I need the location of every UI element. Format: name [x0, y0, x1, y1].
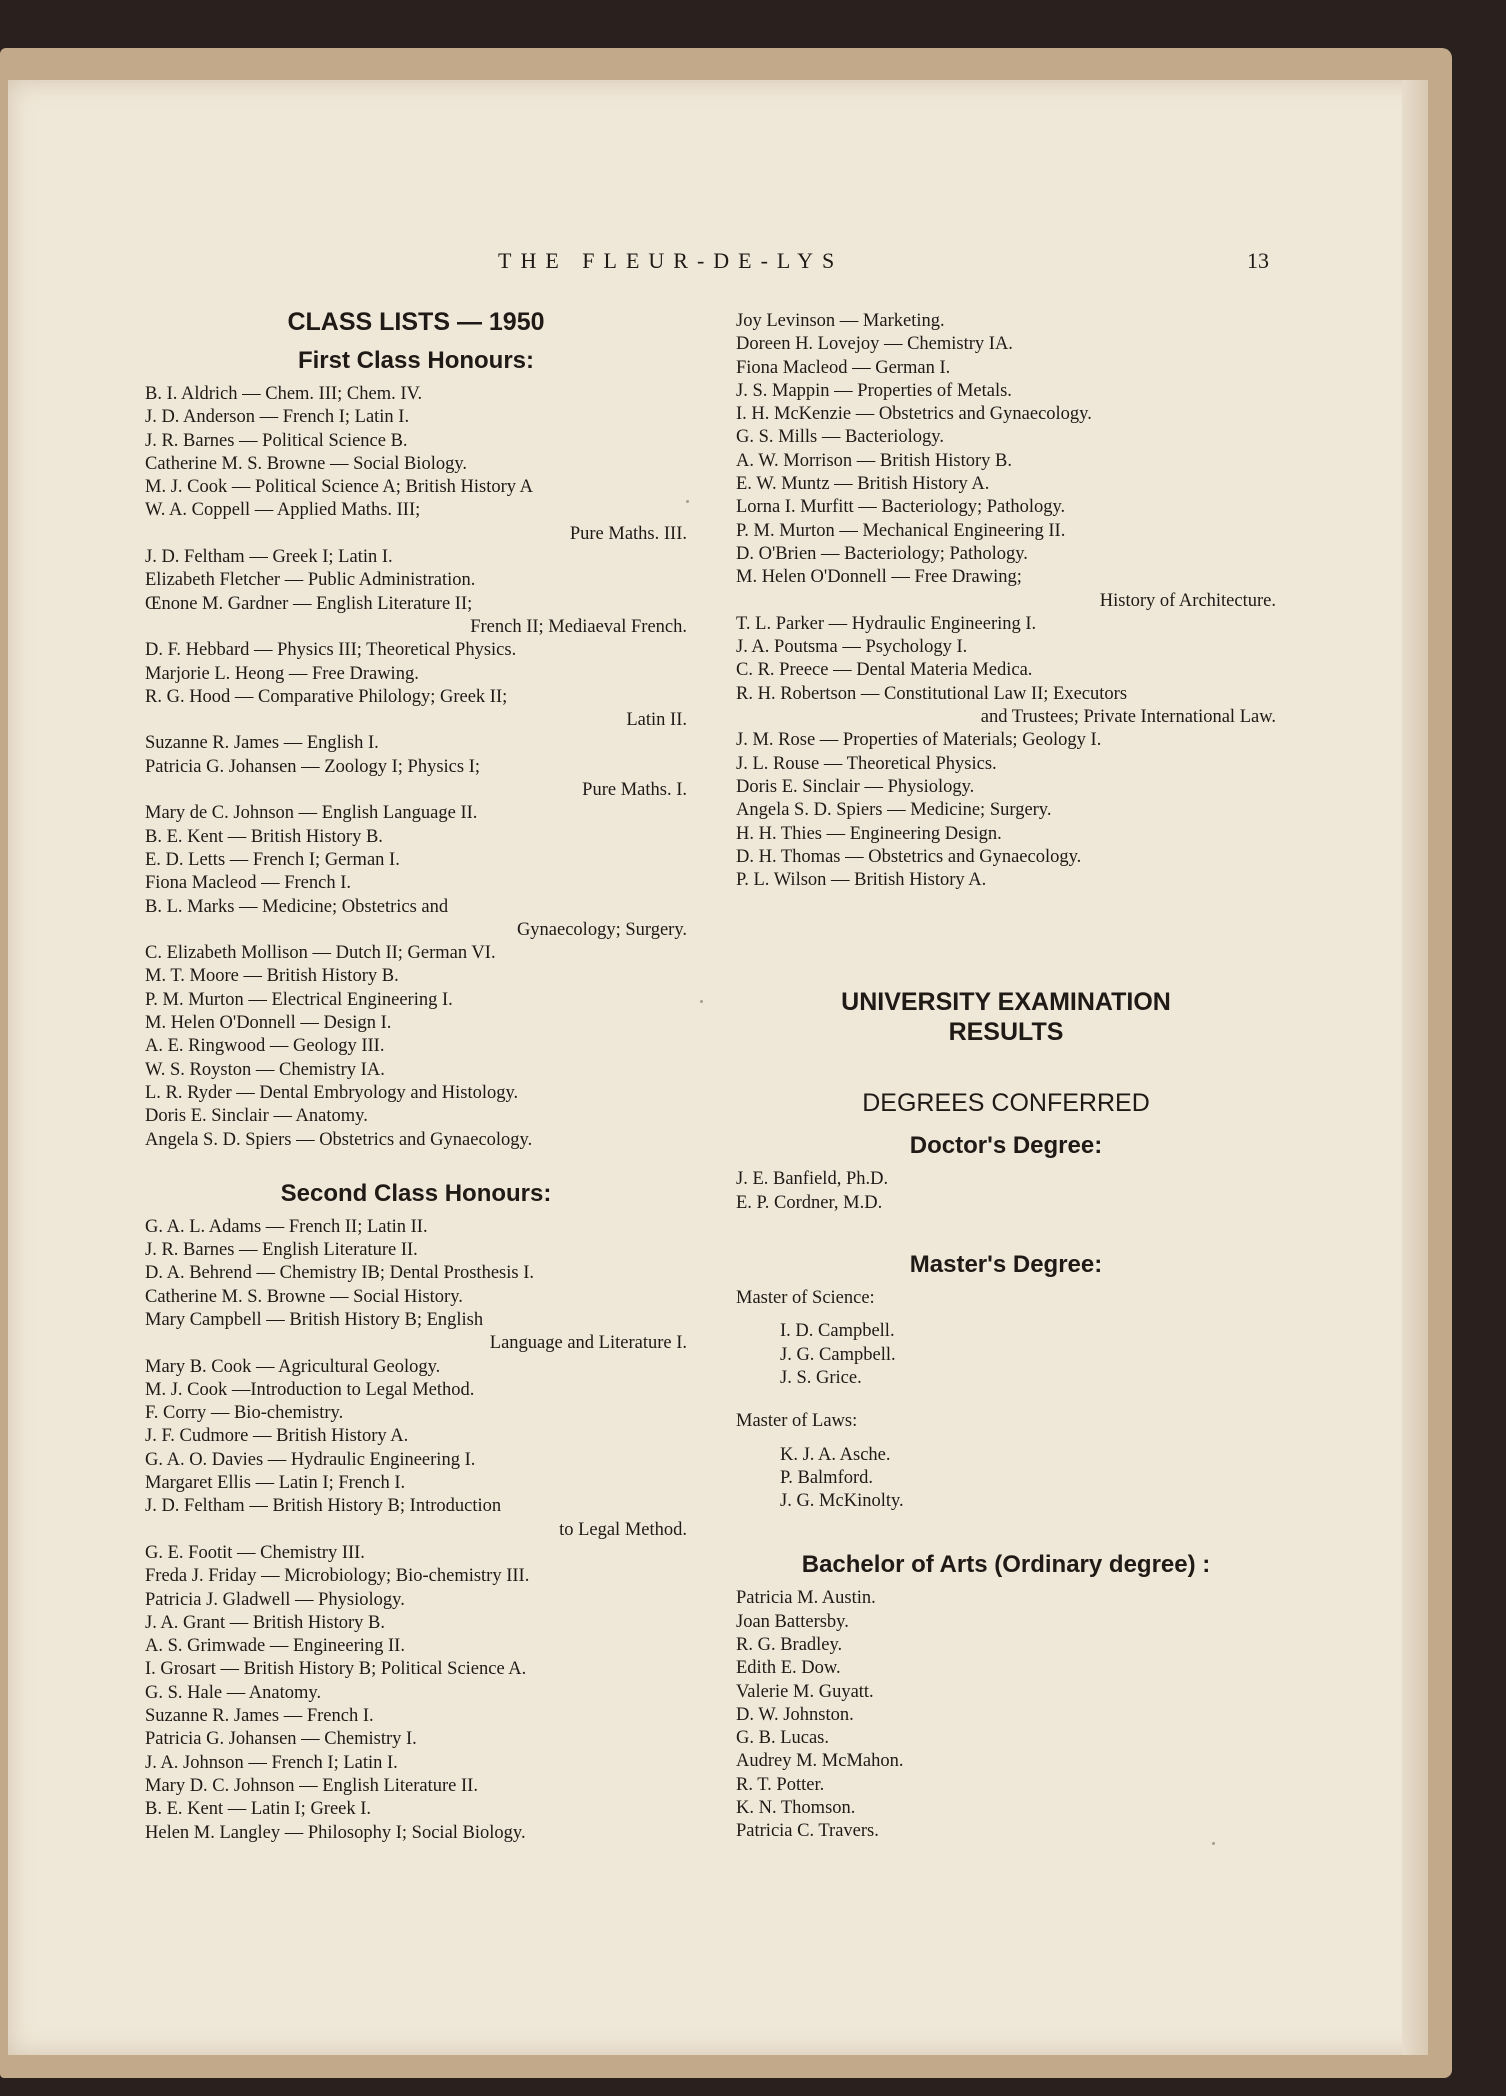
right-column — [736, 310, 1276, 1844]
list-item: Margaret Ellis — Latin I; French I. — [145, 1473, 406, 1494]
list-item: E. P. Cordner, M.D. — [736, 1192, 883, 1213]
list-item: C. R. Preece — Dental Materia Medica. — [736, 660, 1033, 681]
second-class-list-continued — [736, 310, 1276, 892]
list-item: I. D. Campbell. — [780, 1321, 895, 1342]
list-item: Mary de C. Johnson — English Language II. — [145, 803, 478, 824]
list-item: Fiona Macleod — French I. — [145, 873, 352, 894]
list-item: R. T. Potter. — [736, 1774, 825, 1795]
list-item: A. E. Ringwood — Geology III. — [145, 1036, 385, 1057]
list-item: W. A. Coppell — Applied Maths. III; — [145, 500, 421, 521]
list-item: D. O'Brien — Bacteriology; Pathology. — [736, 543, 1028, 564]
list-item: J. E. Banfield, Ph.D. — [736, 1169, 889, 1190]
left-column — [145, 308, 687, 1845]
list-item: Doreen H. Lovejoy — Chemistry IA. — [736, 334, 1013, 355]
list-item: B. L. Marks — Medicine; Obstetrics and — [145, 896, 449, 917]
list-item: Angela S. D. Spiers — Obstetrics and Gynaecology. — [145, 1129, 533, 1150]
list-item: J. D. Feltham — Greek I; Latin I. — [145, 547, 393, 568]
list-item: Catherine M. S. Browne — Social Biology. — [145, 453, 468, 474]
list-item: Fiona Macleod — German I. — [736, 357, 951, 378]
list-item: K. N. Thomson. — [736, 1798, 856, 1819]
list-item-continuation: Language and Literature I. — [489, 1333, 687, 1354]
list-item: G. A. O. Davies — Hydraulic Engineering I. — [145, 1449, 476, 1470]
list-item: J. G. Campbell. — [780, 1344, 896, 1365]
university-results-title-line-2: RESULTS — [948, 1018, 1064, 1047]
list-item: Mary B. Cook — Agricultural Geology. — [145, 1356, 441, 1377]
list-item: G. S. Mills — Bacteriology. — [736, 427, 944, 448]
list-item-continuation: History of Architecture. — [1099, 590, 1276, 611]
list-item: M. T. Moore — British History B. — [145, 966, 399, 987]
list-item: R. H. Robertson — Constitutional Law II; Executors — [736, 683, 1128, 704]
list-item: G. E. Footit — Chemistry III. — [145, 1542, 365, 1563]
list-item: M. Helen O'Donnell — Free Drawing; — [736, 567, 1022, 588]
list-item: P. L. Wilson — British History A. — [736, 870, 987, 891]
page-gutter — [1402, 80, 1428, 2055]
list-item: Doris E. Sinclair — Anatomy. — [145, 1106, 368, 1127]
list-item: F. Corry — Bio-chemistry. — [145, 1403, 344, 1424]
list-item: Catherine M. S. Browne — Social History. — [145, 1286, 463, 1307]
list-item: Valerie M. Guyatt. — [736, 1681, 874, 1702]
university-results-title: UNIVERSITY EXAMINATION — [841, 988, 1171, 1017]
list-item: W. S. Royston — Chemistry IA. — [145, 1059, 385, 1080]
paper-speck — [700, 1000, 703, 1003]
list-item: K. J. A. Asche. — [780, 1444, 891, 1465]
list-item-continuation: and Trustees; Private International Law. — [980, 707, 1276, 728]
list-item: A. W. Morrison — British History B. — [736, 450, 1012, 471]
list-item: D. W. Johnston. — [736, 1704, 854, 1725]
list-item: J. G. McKinolty. — [780, 1491, 904, 1512]
list-item: C. Elizabeth Mollison — Dutch II; German VI. — [145, 943, 496, 964]
list-item: Patricia M. Austin. — [736, 1588, 876, 1609]
master-of-laws-label: Master of Laws: — [736, 1411, 858, 1432]
list-item-continuation: Latin II. — [626, 710, 687, 731]
list-item: M. J. Cook —Introduction to Legal Method. — [145, 1379, 475, 1400]
list-item: P. M. Murton — Mechanical Engineering II. — [736, 520, 1066, 541]
list-item: Œnone M. Gardner — English Literature II; — [145, 593, 473, 614]
list-item: D. A. Behrend — Chemistry IB; Dental Prosthesis I. — [145, 1263, 534, 1284]
list-item-continuation: Pure Maths. I. — [582, 780, 687, 801]
masters-degree-heading: Master's Degree: — [909, 1251, 1103, 1279]
second-class-heading: Second Class Honours: — [280, 1179, 552, 1207]
list-item: J. S. Mappin — Properties of Metals. — [736, 380, 1012, 401]
list-item-continuation: Pure Maths. III. — [569, 523, 687, 544]
first-class-heading: First Class Honours: — [297, 347, 535, 374]
list-item: J. R. Barnes — Political Science B. — [145, 430, 408, 451]
list-item: M. Helen O'Donnell — Design I. — [145, 1013, 392, 1034]
list-item: Helen M. Langley — Philosophy I; Social Biology. — [145, 1822, 526, 1843]
list-item-continuation: Gynaecology; Surgery. — [516, 919, 687, 940]
list-item-continuation: French II; Mediaeval French. — [470, 616, 687, 637]
list-item: Mary Campbell — British History B; English — [145, 1309, 484, 1330]
list-item: J. L. Rouse — Theoretical Physics. — [736, 753, 997, 774]
list-item: J. M. Rose — Properties of Materials; Geology I. — [736, 730, 1102, 751]
list-item: T. L. Parker — Hydraulic Engineering I. — [736, 613, 1037, 634]
list-item: P. M. Murton — Electrical Engineering I. — [145, 989, 453, 1010]
list-item: I. H. McKenzie — Obstetrics and Gynaecology. — [736, 404, 1092, 425]
list-item: Angela S. D. Spiers — Medicine; Surgery. — [736, 800, 1052, 821]
master-of-science-label: Master of Science: — [736, 1288, 875, 1309]
list-item: J. S. Grice. — [780, 1367, 862, 1388]
list-item: J. A. Grant — British History B. — [145, 1612, 385, 1633]
list-item: B. I. Aldrich — Chem. III; Chem. IV. — [145, 384, 423, 404]
list-item: P. Balmford. — [780, 1467, 874, 1488]
list-item-continuation: to Legal Method. — [559, 1519, 687, 1540]
list-item: E. D. Letts — French I; German I. — [145, 849, 400, 870]
list-item: M. J. Cook — Political Science A; British History A — [145, 477, 533, 498]
page-number: 13 — [1247, 248, 1269, 273]
list-item: Edith E. Dow. — [736, 1658, 841, 1679]
list-item: Elizabeth Fletcher — Public Administration. — [145, 570, 476, 591]
paper-speck — [1212, 1842, 1215, 1845]
list-item: Suzanne R. James — English I. — [145, 733, 379, 754]
list-item: R. G. Hood — Comparative Philology; Greek II; — [145, 686, 508, 707]
list-item: Lorna I. Murfitt — Bacteriology; Pathology. — [736, 497, 1066, 518]
list-item: Mary D. C. Johnson — English Literature II. — [145, 1775, 478, 1796]
list-item: I. Grosart — British History B; Political Science A. — [145, 1659, 527, 1680]
class-lists-title: CLASS LISTS — 1950 — [287, 308, 545, 336]
list-item: G. A. L. Adams — French II; Latin II. — [145, 1216, 428, 1237]
list-item: J. F. Cudmore — British History A. — [145, 1426, 409, 1447]
list-item: Patricia C. Travers. — [736, 1821, 879, 1842]
list-item: G. B. Lucas. — [736, 1728, 829, 1749]
list-item: G. S. Hale — Anatomy. — [145, 1682, 322, 1703]
list-item: H. H. Thies — Engineering Design. — [736, 823, 1002, 844]
list-item: D. F. Hebbard — Physics III; Theoretical Physics. — [145, 640, 517, 661]
doctors-degree-heading: Doctor's Degree: — [909, 1132, 1103, 1160]
list-item: B. E. Kent — Latin I; Greek I. — [145, 1799, 372, 1820]
list-item: Freda J. Friday — Microbiology; Bio-chemistry III. — [145, 1566, 530, 1587]
list-item: J. D. Feltham — British History B; Introduction — [145, 1496, 502, 1517]
bachelor-of-arts-heading: Bachelor of Arts (Ordinary degree) : — [801, 1551, 1211, 1579]
list-item: Doris E. Sinclair — Physiology. — [736, 776, 975, 797]
list-item: R. G. Bradley. — [736, 1634, 843, 1655]
list-item: J. A. Johnson — French I; Latin I. — [145, 1752, 398, 1773]
list-item: D. H. Thomas — Obstetrics and Gynaecology. — [736, 846, 1082, 867]
list-item: Patricia J. Gladwell — Physiology. — [145, 1589, 405, 1610]
list-item: B. E. Kent — British History B. — [145, 826, 383, 847]
degrees-conferred-heading: DEGREES CONFERRED — [862, 1089, 1150, 1118]
first-class-list — [145, 383, 687, 1152]
list-item: Patricia G. Johansen — Zoology I; Physics I; — [145, 756, 481, 777]
list-item: L. R. Ryder — Dental Embryology and Histology. — [145, 1082, 519, 1103]
list-item: Marjorie L. Heong — Free Drawing. — [145, 663, 419, 684]
list-item: Suzanne R. James — French I. — [145, 1706, 374, 1727]
list-item: Joan Battersby. — [736, 1611, 849, 1632]
list-item: J. A. Poutsma — Psychology I. — [736, 637, 968, 658]
list-item: A. S. Grimwade — Engineering II. — [145, 1636, 405, 1657]
paper-speck — [686, 500, 689, 503]
list-item: Patricia G. Johansen — Chemistry I. — [145, 1729, 417, 1750]
running-title: THE FLEUR-DE-LYS — [498, 248, 844, 273]
list-item: E. W. Muntz — British History A. — [736, 474, 990, 495]
list-item: Audrey M. McMahon. — [736, 1751, 904, 1772]
list-item: J. D. Anderson — French I; Latin I. — [145, 407, 410, 428]
second-class-list — [145, 1216, 687, 1845]
list-item: Joy Levinson — Marketing. — [736, 311, 945, 331]
list-item: J. R. Barnes — English Literature II. — [145, 1240, 418, 1261]
